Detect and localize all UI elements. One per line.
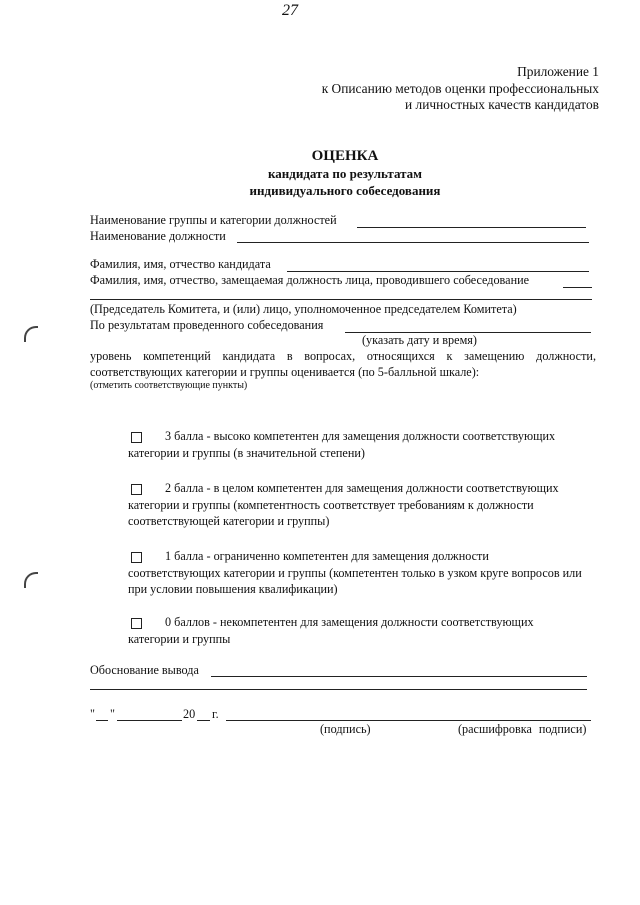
- signature-caption: (подпись): [320, 722, 371, 736]
- punch-hole-mark: [24, 572, 38, 588]
- signature-decode-caption: (расшифровка подписи): [458, 722, 587, 736]
- group-category-label: Наименование группы и категории должностей: [90, 213, 337, 227]
- year-prefix: 20: [183, 707, 196, 721]
- option-3-line-2: категории и группы (в значительной степени): [128, 446, 365, 460]
- option-0-line-2: категории и группы: [128, 632, 231, 646]
- chairman-note: (Председатель Комитета, и (или) лицо, уполномоченное председателем Комитета): [90, 302, 517, 316]
- position-field[interactable]: [237, 242, 589, 243]
- option-2-line-2: категории и группы (компетентность соответствует требованиям к должности соответствующей категории и группы): [128, 498, 534, 528]
- conclusion-label: Обоснование вывода: [90, 663, 199, 677]
- intro-note: (отметить соответствующие пункты): [90, 380, 248, 391]
- candidate-name-label: Фамилия, имя, отчество кандидата: [90, 257, 271, 271]
- option-2-checkbox[interactable]: [131, 484, 142, 495]
- signature-field[interactable]: [226, 720, 591, 721]
- interview-results-label: По результатам проведенного собеседования: [90, 318, 324, 332]
- annex-line-2: к Описанию методов оценки профессиональных: [321, 81, 599, 96]
- date-hint: (указать дату и время): [362, 333, 477, 347]
- interviewer-field-line-2[interactable]: [90, 299, 592, 300]
- annex-line-3: и личностных качеств кандидатов: [405, 97, 599, 112]
- doc-subtitle-1: кандидата по результатам: [267, 166, 423, 181]
- option-0-checkbox[interactable]: [131, 618, 142, 629]
- option-1-line-2: соответствующих категории и группы (компетентен только в узком круге вопросов или при условии повышения квалификации): [128, 566, 582, 596]
- year-suffix: г.: [212, 707, 219, 721]
- option-2-line-1: 2 балла - в целом компетентен для замещения должности соответствующих: [165, 481, 559, 495]
- annex-line-1: Приложение 1: [517, 64, 599, 79]
- conclusion-field-line-2[interactable]: [90, 689, 587, 690]
- month-field[interactable]: [117, 720, 182, 721]
- group-category-field[interactable]: [357, 227, 586, 228]
- option-0-line-1: 0 баллов - некомпетентен для замещения должности соответствующих: [165, 615, 534, 629]
- date-quote-open: ": [90, 707, 95, 721]
- day-field[interactable]: [96, 720, 108, 721]
- year-field[interactable]: [197, 720, 210, 721]
- conclusion-field[interactable]: [211, 676, 587, 677]
- date-quote-close: ": [110, 707, 115, 721]
- doc-title: ОЦЕНКА: [311, 148, 379, 164]
- punch-hole-mark: [24, 326, 38, 342]
- doc-subtitle-2: индивидуального собеседования: [249, 183, 441, 198]
- option-3-checkbox[interactable]: [131, 432, 142, 443]
- interviewer-field[interactable]: [563, 287, 592, 288]
- option-1-line-1: 1 балла - ограниченно компетентен для замещения должности: [165, 549, 489, 563]
- intro-text: уровень компетенций кандидата в вопросах, относящихся к замещению должности, соответствующих категории и группы оценивается (по 5-балльной шкале):: [90, 349, 596, 379]
- page-number: 27: [282, 2, 298, 19]
- position-label: Наименование должности: [90, 229, 226, 243]
- option-3-line-1: 3 балла - высоко компетентен для замещения должности соответствующих: [165, 429, 556, 443]
- option-1-checkbox[interactable]: [131, 552, 142, 563]
- candidate-name-field[interactable]: [287, 271, 589, 272]
- interviewer-label: Фамилия, имя, отчество, замещаемая должность лица, проводившего собеседование: [90, 273, 530, 287]
